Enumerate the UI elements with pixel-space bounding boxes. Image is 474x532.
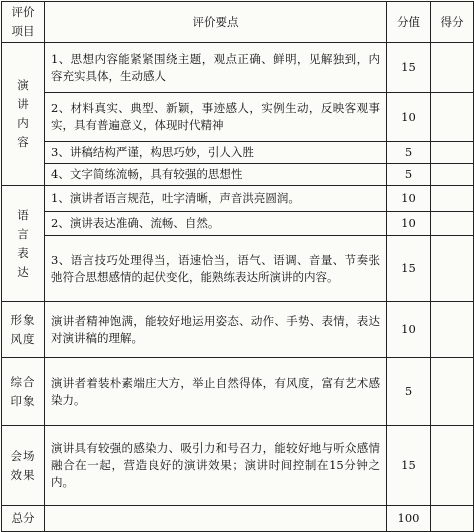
category-appearance: 形象风度 xyxy=(2,302,45,358)
criteria-cell: 1、演讲者语言规范，吐字清晰，声音洪亮圆润。 xyxy=(45,186,387,212)
obtained-cell[interactable] xyxy=(431,426,474,506)
criteria-cell: 4、文字简练流畅，具有较强的思想性 xyxy=(45,164,387,186)
obtained-cell[interactable] xyxy=(431,43,474,93)
obtained-cell[interactable] xyxy=(431,302,474,358)
total-label: 总分 xyxy=(2,506,45,532)
total-row xyxy=(2,506,474,532)
obtained-cell[interactable] xyxy=(431,212,474,236)
obtained-cell[interactable] xyxy=(431,164,474,186)
category-impression: 综合印象 xyxy=(2,358,45,426)
score-cell: 10 xyxy=(387,93,431,142)
criteria-cell: 演讲具有较强的感染力、吸引力和号召力，能较好地与听众感情融合在一起，营造良好的演讲效果；演讲时间控制在15分钟之内。 xyxy=(45,426,387,506)
total-criteria-cell xyxy=(45,506,387,532)
score-cell: 10 xyxy=(387,186,431,212)
criteria-cell: 2、材料真实、典型、新颖，事迹感人，实例生动，反映客观事实，具有普遍意义，体现时代精神 xyxy=(45,93,387,142)
criteria-cell: 演讲者精神饱满，能较好地运用姿态、动作、手势、表情，表达对演讲稿的理解。 xyxy=(45,302,387,358)
table-row xyxy=(2,43,474,93)
table-row xyxy=(2,212,474,236)
score-cell: 5 xyxy=(387,142,431,164)
table-row xyxy=(2,142,474,164)
header-obtained: 得分 xyxy=(431,2,474,43)
category-language: 语言表达 xyxy=(2,186,45,302)
obtained-cell[interactable] xyxy=(431,358,474,426)
score-cell: 15 xyxy=(387,43,431,93)
criteria-cell: 1、思想内容能紧紧围绕主题，观点正确、鲜明，见解独到，内容充实具体，生动感人 xyxy=(45,43,387,93)
table-row xyxy=(2,93,474,142)
header-criteria: 评价要点 xyxy=(45,2,387,43)
header-category: 评价项目 xyxy=(2,2,45,43)
total-obtained-cell[interactable] xyxy=(431,506,474,532)
obtained-cell[interactable] xyxy=(431,93,474,142)
evaluation-table xyxy=(1,1,474,532)
obtained-cell[interactable] xyxy=(431,186,474,212)
header-row xyxy=(2,2,474,43)
table-row xyxy=(2,426,474,506)
criteria-cell: 2、演讲表达准确、流畅、自然。 xyxy=(45,212,387,236)
criteria-cell: 演讲者着装朴素端庄大方，举止自然得体，有风度，富有艺术感染力。 xyxy=(45,358,387,426)
table-row xyxy=(2,236,474,302)
score-cell: 10 xyxy=(387,302,431,358)
table-row xyxy=(2,164,474,186)
category-content: 演讲内容 xyxy=(2,43,45,186)
score-cell: 10 xyxy=(387,212,431,236)
score-cell: 5 xyxy=(387,164,431,186)
table-row xyxy=(2,358,474,426)
total-score: 100 xyxy=(387,506,431,532)
score-cell: 15 xyxy=(387,426,431,506)
obtained-cell[interactable] xyxy=(431,236,474,302)
score-cell: 15 xyxy=(387,236,431,302)
criteria-cell: 3、讲稿结构严谨，构思巧妙，引人入胜 xyxy=(45,142,387,164)
score-cell: 5 xyxy=(387,358,431,426)
category-venue-effect: 会场效果 xyxy=(2,426,45,506)
header-score: 分值 xyxy=(387,2,431,43)
criteria-cell: 3、语言技巧处理得当，语速恰当，语气、语调、音量、节奏张弛符合思想感情的起伏变化，能熟练表达所演讲的内容。 xyxy=(45,236,387,302)
obtained-cell[interactable] xyxy=(431,142,474,164)
table-row xyxy=(2,186,474,212)
table-row xyxy=(2,302,474,358)
